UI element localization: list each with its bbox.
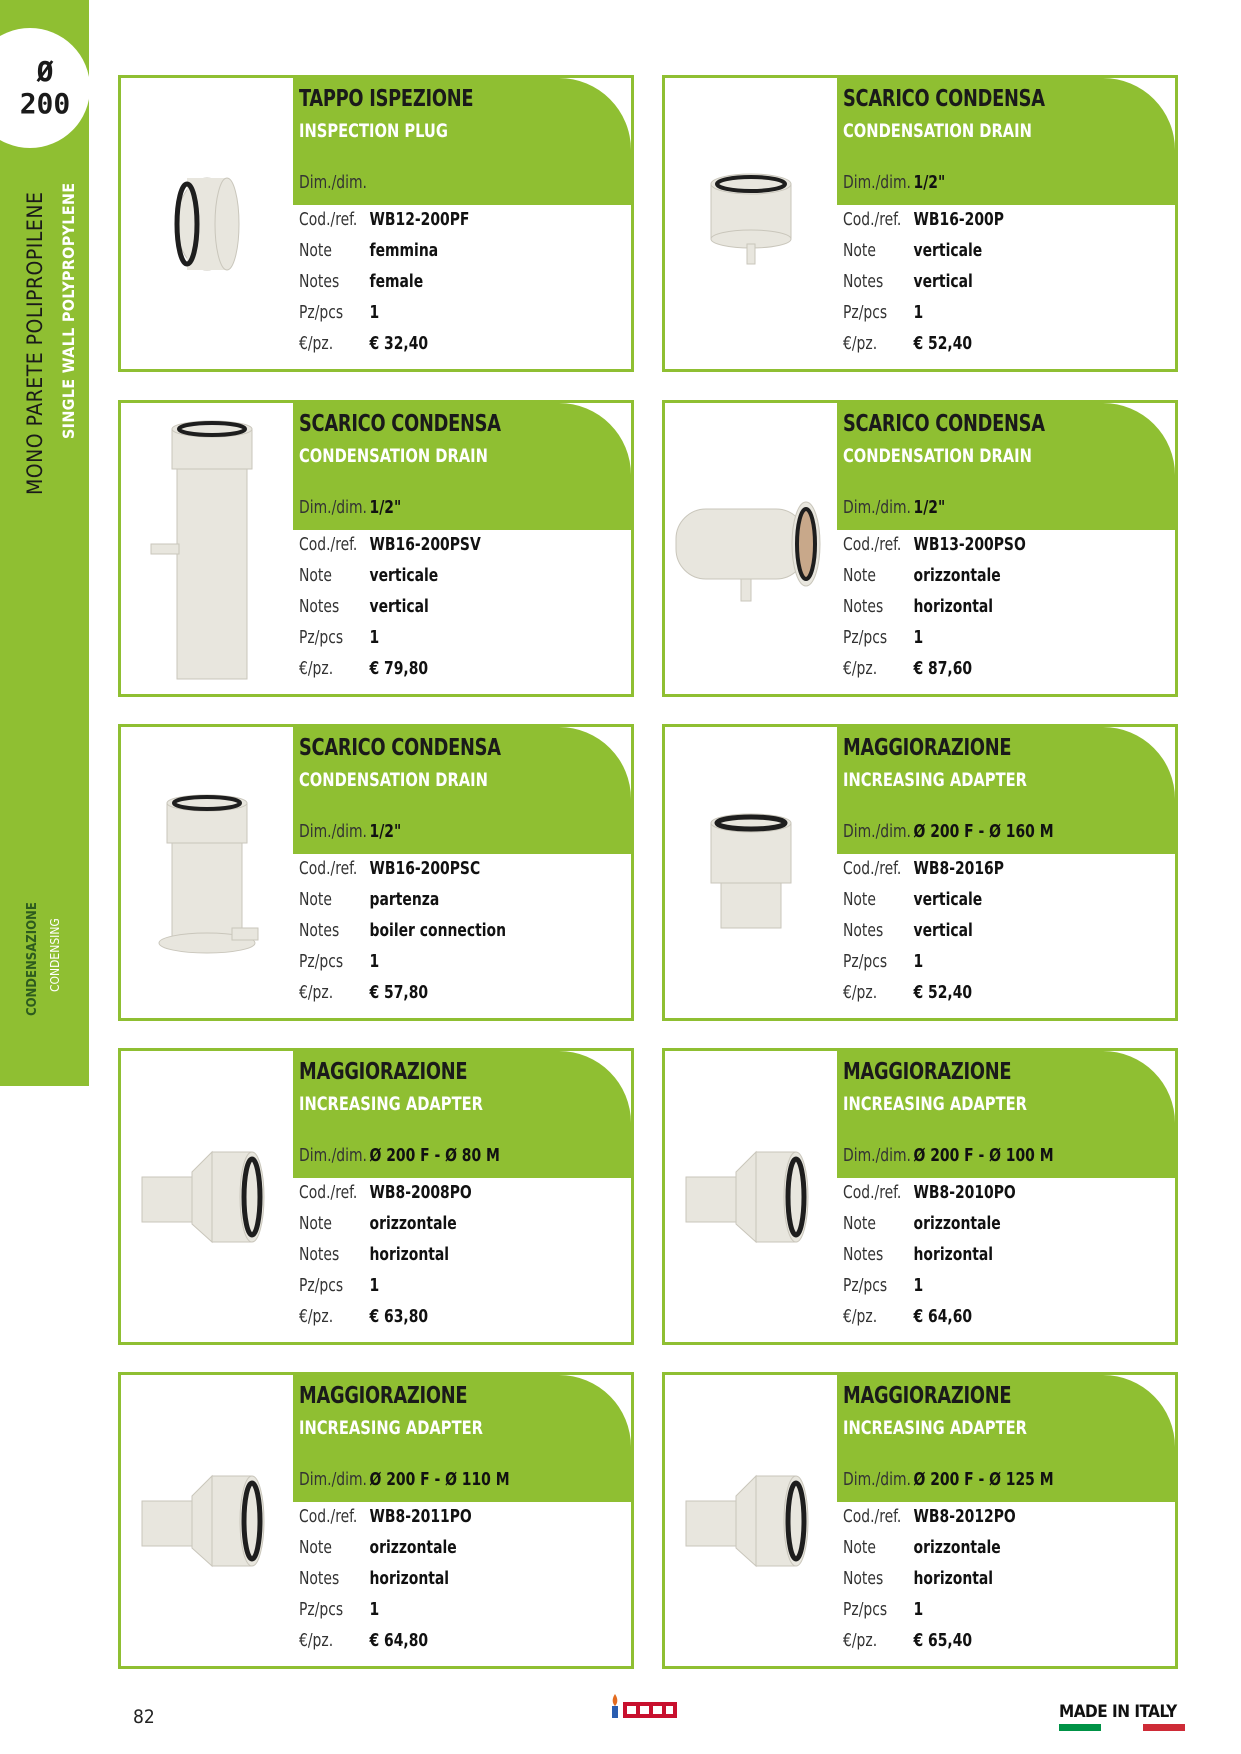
pcs-value: 1 <box>913 1275 924 1296</box>
ref-label: Cod./ref. <box>299 1506 358 1527</box>
product-title: SCARICO CONDENSA <box>843 411 1045 437</box>
product-dim-row <box>843 1145 1054 1166</box>
product-subtitle: CONDENSATION DRAIN <box>843 120 1032 142</box>
product-notes-row <box>843 1568 993 1589</box>
product-subtitle: CONDENSATION DRAIN <box>843 445 1032 467</box>
note-value: orizzontale <box>913 1213 1001 1234</box>
note-label: Note <box>843 1213 876 1234</box>
notes-label: Notes <box>299 271 340 292</box>
dim-value: Ø 200 F - Ø 100 M <box>913 1145 1054 1166</box>
product-ref-row <box>299 858 480 879</box>
pcs-label: Pz/pcs <box>843 1275 888 1296</box>
notes-label: Notes <box>843 596 884 617</box>
product-note-row <box>843 889 982 910</box>
product-pcs-row <box>299 951 379 972</box>
price-value: € 64,60 <box>913 1306 973 1327</box>
product-ref-row <box>843 209 1004 230</box>
price-label: €/pz. <box>299 1306 334 1327</box>
product-title: MAGGIORAZIONE <box>299 1059 468 1085</box>
product-note-row <box>299 565 438 586</box>
product-subtitle: INCREASING ADAPTER <box>299 1093 483 1115</box>
product-ref-row <box>843 1506 1016 1527</box>
product-image <box>121 1051 293 1342</box>
product-dim-row <box>299 1145 500 1166</box>
product-card <box>118 724 634 1021</box>
note-value: orizzontale <box>369 1537 457 1558</box>
product-subtitle: INSPECTION PLUG <box>299 120 448 142</box>
product-subtitle: CONDENSATION DRAIN <box>299 445 488 467</box>
price-label: €/pz. <box>299 658 334 679</box>
notes-value: horizontal <box>913 1244 994 1265</box>
product-price-row <box>299 982 428 1003</box>
product-dim-row <box>843 497 945 518</box>
note-value: verticale <box>369 565 439 586</box>
price-value: € 52,40 <box>913 982 973 1003</box>
ref-label: Cod./ref. <box>843 858 902 879</box>
price-label: €/pz. <box>843 982 878 1003</box>
notes-value: female <box>369 271 424 292</box>
ref-value: WB8-2011PO <box>369 1506 472 1527</box>
product-image <box>121 403 293 694</box>
product-note-row <box>843 1213 1001 1234</box>
pcs-value: 1 <box>913 1599 924 1620</box>
note-label: Note <box>843 565 876 586</box>
product-image <box>121 1375 293 1666</box>
product-price-row <box>843 658 972 679</box>
product-notes-row <box>843 920 973 941</box>
product-ref-row <box>299 534 481 555</box>
ref-label: Cod./ref. <box>843 534 902 555</box>
product-note-row <box>299 240 438 261</box>
pcs-value: 1 <box>369 1275 380 1296</box>
product-image <box>665 727 837 1018</box>
product-ref-row <box>299 1182 472 1203</box>
dim-value: 1/2" <box>369 821 402 842</box>
product-dim-row <box>843 172 945 193</box>
notes-label: Notes <box>843 920 884 941</box>
product-price-row <box>299 1306 428 1327</box>
dim-value: Ø 200 F - Ø 110 M <box>369 1469 510 1490</box>
product-note-row <box>299 1537 457 1558</box>
product-image <box>121 78 293 369</box>
pcs-label: Pz/pcs <box>299 1275 344 1296</box>
dim-label: Dim./dim. <box>299 821 367 842</box>
diameter-value: 200 <box>19 87 71 120</box>
family-title-en: SINGLE WALL POLYPROPYLENE <box>59 182 78 439</box>
product-image <box>665 78 837 369</box>
notes-value: vertical <box>913 920 973 941</box>
price-value: € 63,80 <box>369 1306 429 1327</box>
note-value: orizzontale <box>369 1213 457 1234</box>
price-label: €/pz. <box>299 1630 334 1651</box>
product-card <box>662 724 1178 1021</box>
dim-label: Dim./dim. <box>843 497 911 518</box>
product-ref-row <box>299 1506 472 1527</box>
notes-value: horizontal <box>913 1568 994 1589</box>
product-ref-row <box>299 209 469 230</box>
product-pcs-row <box>843 302 923 323</box>
dim-label: Dim./dim. <box>299 497 367 518</box>
product-card <box>118 1048 634 1345</box>
product-image <box>121 727 293 1018</box>
product-card <box>662 75 1178 372</box>
product-note-row <box>299 1213 457 1234</box>
dim-label: Dim./dim. <box>843 821 911 842</box>
pcs-value: 1 <box>913 627 924 648</box>
ref-value: WB16-200PSV <box>369 534 481 555</box>
note-value: verticale <box>913 240 983 261</box>
product-pcs-row <box>843 951 923 972</box>
ref-value: WB16-200P <box>913 209 1004 230</box>
dim-label: Dim./dim. <box>843 172 911 193</box>
product-notes-row <box>843 596 993 617</box>
product-dim-row <box>299 497 401 518</box>
dim-value: Ø 200 F - Ø 160 M <box>913 821 1054 842</box>
product-card <box>118 75 634 372</box>
notes-value: horizontal <box>913 596 994 617</box>
dim-value: Ø 200 F - Ø 80 M <box>369 1145 500 1166</box>
notes-value: vertical <box>913 271 973 292</box>
notes-label: Notes <box>843 1244 884 1265</box>
product-price-row <box>843 1306 972 1327</box>
product-note-row <box>843 1537 1001 1558</box>
notes-label: Notes <box>299 1244 340 1265</box>
ref-label: Cod./ref. <box>299 858 358 879</box>
price-label: €/pz. <box>299 982 334 1003</box>
pcs-value: 1 <box>369 951 380 972</box>
pcs-value: 1 <box>369 627 380 648</box>
note-label: Note <box>843 889 876 910</box>
product-subtitle: INCREASING ADAPTER <box>843 1093 1027 1115</box>
product-ref-row <box>843 534 1026 555</box>
product-price-row <box>299 1630 428 1651</box>
product-title: SCARICO CONDENSA <box>843 86 1045 112</box>
dim-label: Dim./dim. <box>843 1469 911 1490</box>
pcs-value: 1 <box>369 302 380 323</box>
product-pcs-row <box>299 1275 379 1296</box>
product-dim-row <box>843 1469 1054 1490</box>
price-label: €/pz. <box>299 333 334 354</box>
pcs-label: Pz/pcs <box>843 1599 888 1620</box>
ref-value: WB16-200PSC <box>369 858 481 879</box>
product-notes-row <box>299 271 423 292</box>
product-notes-row <box>843 271 973 292</box>
product-title: TAPPO ISPEZIONE <box>299 86 474 112</box>
price-value: € 79,80 <box>369 658 429 679</box>
ref-label: Cod./ref. <box>843 209 902 230</box>
product-notes-row <box>843 1244 993 1265</box>
product-note-row <box>843 565 1001 586</box>
notes-label: Notes <box>843 1568 884 1589</box>
notes-value: boiler connection <box>369 920 507 941</box>
product-price-row <box>843 1630 972 1651</box>
product-title: MAGGIORAZIONE <box>843 1059 1012 1085</box>
price-value: € 52,40 <box>913 333 973 354</box>
note-label: Note <box>299 889 332 910</box>
ref-label: Cod./ref. <box>843 1182 902 1203</box>
product-ref-row <box>843 858 1004 879</box>
pcs-value: 1 <box>913 302 924 323</box>
dim-label: Dim./dim. <box>843 1145 911 1166</box>
notes-value: horizontal <box>369 1244 450 1265</box>
dim-value: 1/2" <box>369 497 402 518</box>
product-price-row <box>299 658 428 679</box>
product-subtitle: INCREASING ADAPTER <box>843 1417 1027 1439</box>
italian-flag-bar <box>1059 1724 1185 1731</box>
note-value: partenza <box>369 889 440 910</box>
notes-value: vertical <box>369 596 429 617</box>
dim-value: 1/2" <box>913 497 946 518</box>
product-pcs-row <box>299 1599 379 1620</box>
ref-value: WB12-200PF <box>369 209 470 230</box>
product-card <box>118 400 634 697</box>
ref-value: WB8-2016P <box>913 858 1004 879</box>
pcs-label: Pz/pcs <box>299 951 344 972</box>
price-label: €/pz. <box>843 333 878 354</box>
ref-value: WB8-2008PO <box>369 1182 472 1203</box>
product-title: MAGGIORAZIONE <box>299 1383 468 1409</box>
diameter-badge <box>0 28 90 148</box>
note-label: Note <box>299 1213 332 1234</box>
product-title: SCARICO CONDENSA <box>299 411 501 437</box>
notes-label: Notes <box>843 271 884 292</box>
note-label: Note <box>843 240 876 261</box>
product-pcs-row <box>843 1599 923 1620</box>
product-subtitle: CONDENSATION DRAIN <box>299 769 488 791</box>
note-value: verticale <box>913 889 983 910</box>
price-value: € 32,40 <box>369 333 429 354</box>
product-note-row <box>299 889 439 910</box>
pcs-label: Pz/pcs <box>299 1599 344 1620</box>
product-subtitle: INCREASING ADAPTER <box>299 1417 483 1439</box>
price-label: €/pz. <box>843 1306 878 1327</box>
product-notes-row <box>299 920 506 941</box>
price-value: € 87,60 <box>913 658 973 679</box>
product-card <box>118 1372 634 1669</box>
ref-value: WB8-2010PO <box>913 1182 1016 1203</box>
product-notes-row <box>299 1568 449 1589</box>
product-dim-row <box>299 172 370 193</box>
product-price-row <box>299 333 428 354</box>
made-in-italy-label: MADE IN ITALY <box>1059 1702 1177 1722</box>
product-image <box>665 403 837 694</box>
note-label: Note <box>299 565 332 586</box>
product-price-row <box>843 982 972 1003</box>
pcs-label: Pz/pcs <box>843 627 888 648</box>
notes-label: Notes <box>299 920 340 941</box>
diameter-symbol: Ø <box>36 55 54 88</box>
product-dim-row <box>299 821 401 842</box>
pcs-label: Pz/pcs <box>843 302 888 323</box>
product-pcs-row <box>299 302 379 323</box>
price-label: €/pz. <box>843 658 878 679</box>
ref-label: Cod./ref. <box>299 534 358 555</box>
product-notes-row <box>299 596 429 617</box>
product-subtitle: INCREASING ADAPTER <box>843 769 1027 791</box>
pcs-label: Pz/pcs <box>843 951 888 972</box>
note-value: orizzontale <box>913 565 1001 586</box>
product-pcs-row <box>843 1275 923 1296</box>
product-dim-row <box>299 1469 510 1490</box>
price-value: € 65,40 <box>913 1630 973 1651</box>
pcs-label: Pz/pcs <box>299 627 344 648</box>
pcs-value: 1 <box>913 951 924 972</box>
price-label: €/pz. <box>843 1630 878 1651</box>
dim-value: Ø 200 F - Ø 125 M <box>913 1469 1054 1490</box>
product-image <box>665 1375 837 1666</box>
pcs-value: 1 <box>369 1599 380 1620</box>
product-image <box>665 1051 837 1342</box>
note-value: orizzontale <box>913 1537 1001 1558</box>
product-pcs-row <box>843 627 923 648</box>
page-number: 82 <box>133 1706 155 1728</box>
note-label: Note <box>843 1537 876 1558</box>
product-price-row <box>843 333 972 354</box>
family-title-it: MONO PARETE POLIPROPILENE <box>23 191 47 495</box>
notes-value: horizontal <box>369 1568 450 1589</box>
product-notes-row <box>299 1244 449 1265</box>
product-card <box>662 1048 1178 1345</box>
price-value: € 57,80 <box>369 982 429 1003</box>
product-pcs-row <box>299 627 379 648</box>
section-title-en: CONDENSING <box>48 918 62 992</box>
product-dim-row <box>843 821 1054 842</box>
product-title: MAGGIORAZIONE <box>843 735 1012 761</box>
notes-label: Notes <box>299 596 340 617</box>
brand-logo <box>609 1690 681 1724</box>
note-label: Note <box>299 240 332 261</box>
dim-value: 1/2" <box>913 172 946 193</box>
section-title-it: CONDENSAZIONE <box>25 902 40 1016</box>
product-title: MAGGIORAZIONE <box>843 1383 1012 1409</box>
product-card <box>662 400 1178 697</box>
ref-value: WB8-2012PO <box>913 1506 1016 1527</box>
ref-label: Cod./ref. <box>843 1506 902 1527</box>
notes-label: Notes <box>299 1568 340 1589</box>
dim-label: Dim./dim. <box>299 1469 367 1490</box>
pcs-label: Pz/pcs <box>299 302 344 323</box>
product-ref-row <box>843 1182 1016 1203</box>
note-value: femmina <box>369 240 439 261</box>
product-title: SCARICO CONDENSA <box>299 735 501 761</box>
dim-label: Dim./dim. <box>299 1145 367 1166</box>
ref-label: Cod./ref. <box>299 1182 358 1203</box>
note-label: Note <box>299 1537 332 1558</box>
product-card <box>662 1372 1178 1669</box>
ref-value: WB13-200PSO <box>913 534 1026 555</box>
price-value: € 64,80 <box>369 1630 429 1651</box>
dim-label: Dim./dim. <box>299 172 367 193</box>
sidebar <box>0 0 89 1086</box>
product-note-row <box>843 240 982 261</box>
ref-label: Cod./ref. <box>299 209 358 230</box>
